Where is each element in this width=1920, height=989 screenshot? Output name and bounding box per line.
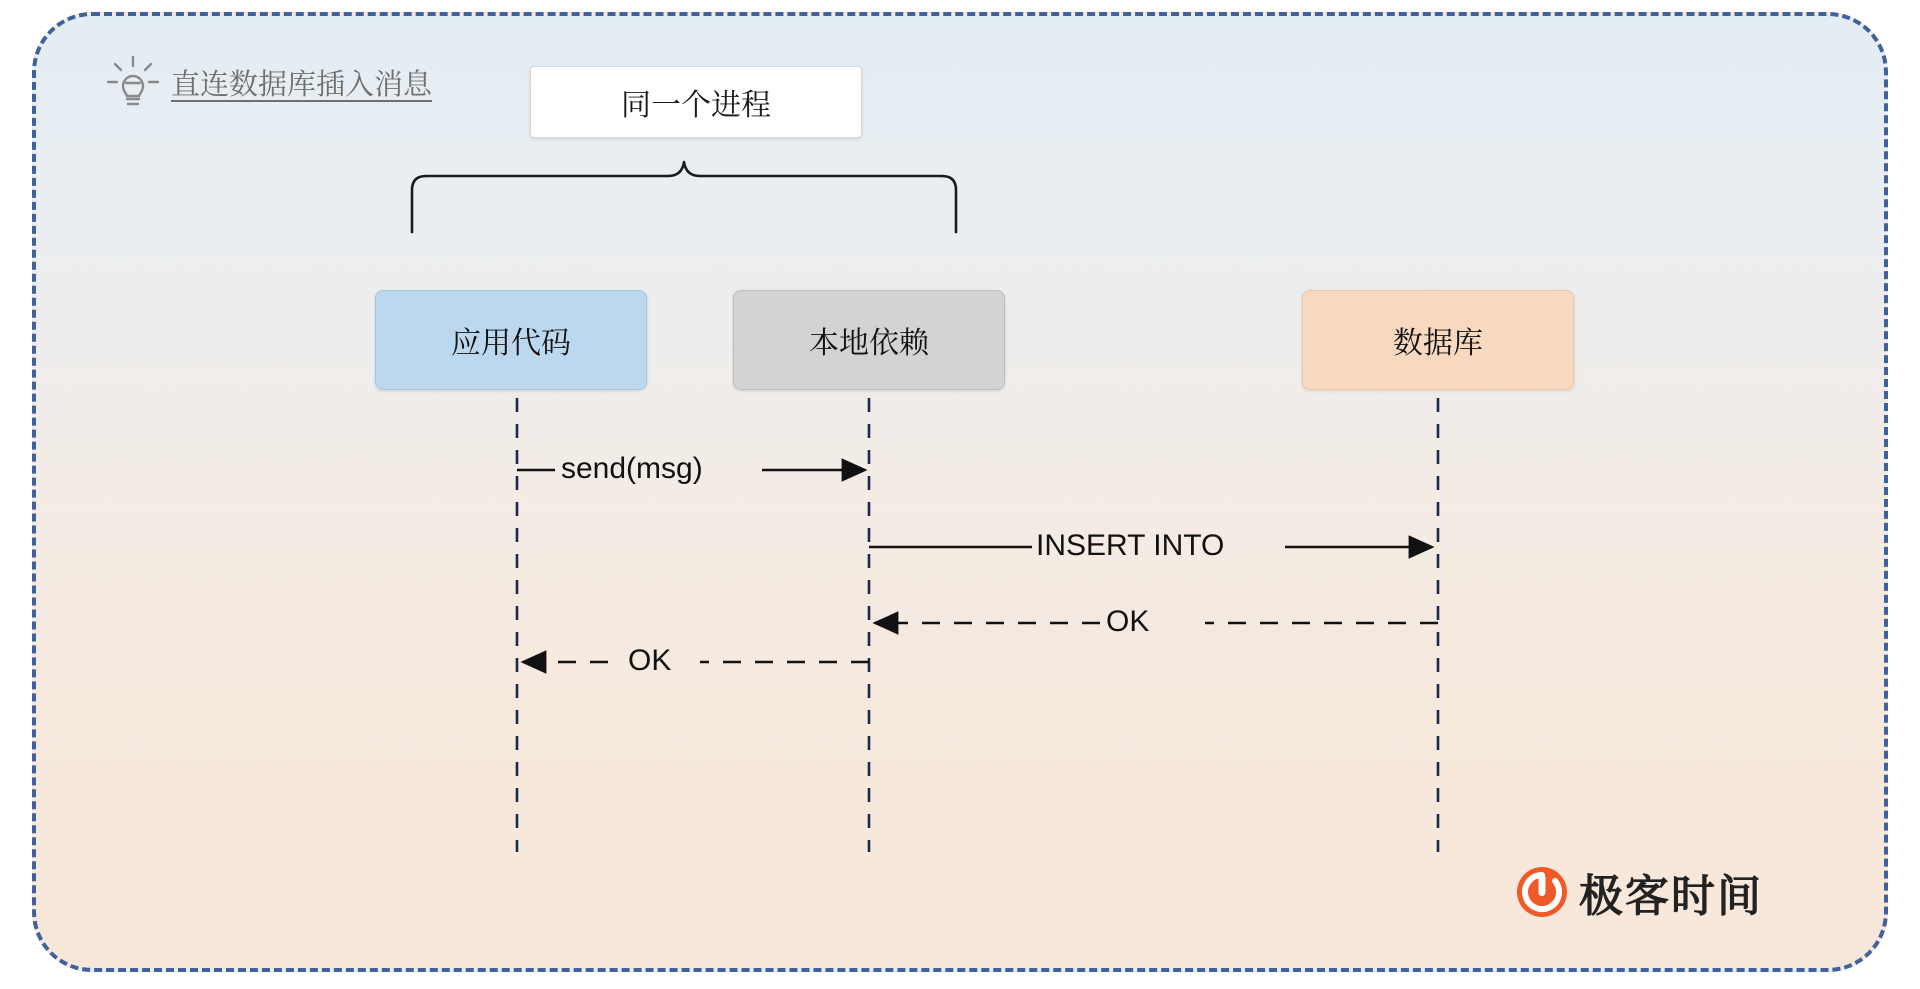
participant-db: 数据库 xyxy=(1302,290,1574,390)
message-label-insert: INSERT INTO xyxy=(1036,529,1225,562)
note-title: 直连数据库插入消息 xyxy=(171,68,433,101)
message-label-send: send(msg) xyxy=(561,452,703,485)
group-label-box: 同一个进程 xyxy=(530,66,862,138)
participant-app: 应用代码 xyxy=(375,290,647,390)
group-brace-icon xyxy=(400,150,980,235)
message-label-ok-lib: OK xyxy=(628,644,672,677)
message-label-ok-db: OK xyxy=(1106,605,1150,638)
geek-time-logo-icon xyxy=(1515,865,1569,919)
watermark xyxy=(1515,860,1763,924)
participant-lib: 本地依赖 xyxy=(733,290,1005,390)
watermark-text: 极客时间 xyxy=(1579,872,1763,921)
lightbulb-icon xyxy=(105,54,161,110)
note-header xyxy=(105,50,432,114)
